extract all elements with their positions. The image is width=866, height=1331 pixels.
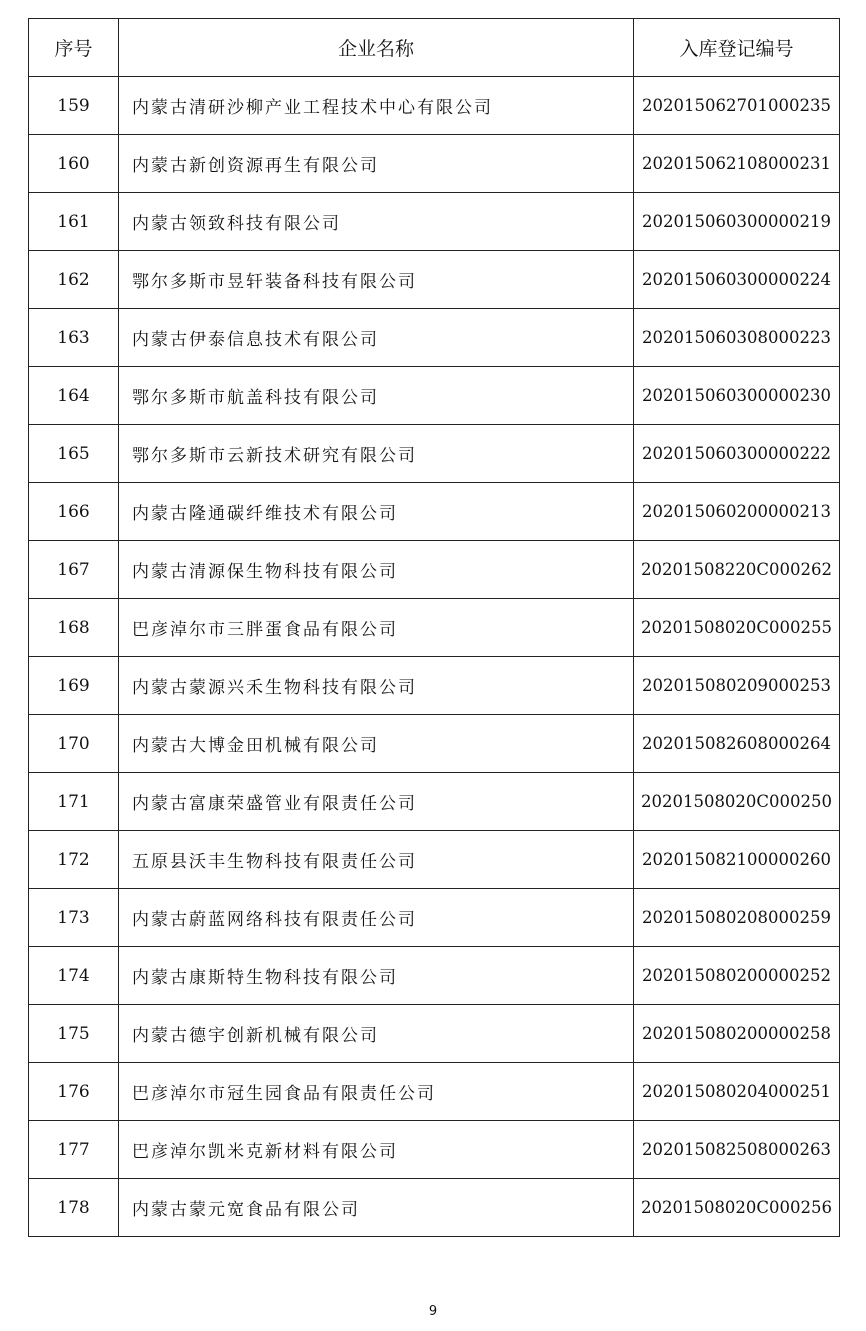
registration-number-cell: 20201508220C000262: [634, 541, 840, 599]
table-row: [29, 889, 840, 947]
enterprise-name-cell: 内蒙古蒙源兴禾生物科技有限公司: [119, 657, 634, 715]
enterprise-name-cell: 鄂尔多斯市云新技术研究有限公司: [119, 425, 634, 483]
registration-number-cell: 202015060300000219: [634, 193, 840, 251]
serial-number-cell: 170: [29, 715, 119, 773]
registration-number-cell: 202015080208000259: [634, 889, 840, 947]
registration-number-cell: 202015080200000258: [634, 1005, 840, 1063]
serial-number-cell: 167: [29, 541, 119, 599]
serial-number-cell: 178: [29, 1179, 119, 1237]
serial-number-cell: 171: [29, 773, 119, 831]
table-row: [29, 483, 840, 541]
table-row: [29, 135, 840, 193]
table-row: [29, 1121, 840, 1179]
enterprise-name-cell: 鄂尔多斯市昱轩装备科技有限公司: [119, 251, 634, 309]
registration-number-cell: 202015060200000213: [634, 483, 840, 541]
registration-number-cell: 202015060308000223: [634, 309, 840, 367]
table-row: [29, 367, 840, 425]
enterprise-name-cell: 内蒙古清源保生物科技有限公司: [119, 541, 634, 599]
table-row: [29, 831, 840, 889]
serial-number-cell: 177: [29, 1121, 119, 1179]
serial-number-cell: 159: [29, 77, 119, 135]
table-row: [29, 425, 840, 483]
registration-number-cell: 202015082608000264: [634, 715, 840, 773]
table-body: [29, 77, 840, 1237]
table-row: [29, 193, 840, 251]
enterprise-name-cell: 内蒙古德宇创新机械有限公司: [119, 1005, 634, 1063]
table-row: [29, 715, 840, 773]
registration-number-cell: 20201508020C000256: [634, 1179, 840, 1237]
registration-number-cell: 202015082100000260: [634, 831, 840, 889]
enterprise-name-cell: 巴彦淖尔市三胖蛋食品有限公司: [119, 599, 634, 657]
header-registration-number: 入库登记编号: [634, 19, 840, 77]
table-row: [29, 773, 840, 831]
registration-number-cell: 202015060300000230: [634, 367, 840, 425]
enterprise-name-cell: 内蒙古富康荣盛管业有限责任公司: [119, 773, 634, 831]
enterprise-name-cell: 巴彦淖尔凯米克新材料有限公司: [119, 1121, 634, 1179]
enterprise-name-cell: 鄂尔多斯市航盖科技有限公司: [119, 367, 634, 425]
enterprise-name-cell: 内蒙古大博金田机械有限公司: [119, 715, 634, 773]
header-serial-number: 序号: [29, 19, 119, 77]
registration-number-cell: 202015080200000252: [634, 947, 840, 1005]
registration-number-cell: 202015080209000253: [634, 657, 840, 715]
serial-number-cell: 176: [29, 1063, 119, 1121]
enterprise-name-cell: 内蒙古领致科技有限公司: [119, 193, 634, 251]
registration-number-cell: 202015080204000251: [634, 1063, 840, 1121]
header-enterprise-name: 企业名称: [119, 19, 634, 77]
enterprise-name-cell: 内蒙古清研沙柳产业工程技术中心有限公司: [119, 77, 634, 135]
serial-number-cell: 174: [29, 947, 119, 1005]
enterprise-name-cell: 内蒙古伊泰信息技术有限公司: [119, 309, 634, 367]
table-row: [29, 541, 840, 599]
serial-number-cell: 175: [29, 1005, 119, 1063]
enterprise-name-cell: 内蒙古隆通碳纤维技术有限公司: [119, 483, 634, 541]
registration-number-cell: 202015082508000263: [634, 1121, 840, 1179]
registration-number-cell: 20201508020C000255: [634, 599, 840, 657]
table-row: [29, 599, 840, 657]
enterprise-name-cell: 内蒙古蒙元宽食品有限公司: [119, 1179, 634, 1237]
enterprise-name-cell: 五原县沃丰生物科技有限责任公司: [119, 831, 634, 889]
table-row: [29, 657, 840, 715]
enterprise-name-cell: 内蒙古蔚蓝网络科技有限责任公司: [119, 889, 634, 947]
serial-number-cell: 173: [29, 889, 119, 947]
table-row: [29, 1179, 840, 1237]
enterprise-name-cell: 巴彦淖尔市冠生园食品有限责任公司: [119, 1063, 634, 1121]
enterprise-registry-table: [28, 18, 840, 1237]
registration-number-cell: 202015060300000222: [634, 425, 840, 483]
table-row: [29, 77, 840, 135]
registration-number-cell: 202015060300000224: [634, 251, 840, 309]
enterprise-name-cell: 内蒙古康斯特生物科技有限公司: [119, 947, 634, 1005]
table-row: [29, 947, 840, 1005]
table-header-row: [29, 19, 840, 77]
serial-number-cell: 168: [29, 599, 119, 657]
registration-number-cell: 20201508020C000250: [634, 773, 840, 831]
serial-number-cell: 160: [29, 135, 119, 193]
table-row: [29, 1063, 840, 1121]
serial-number-cell: 165: [29, 425, 119, 483]
serial-number-cell: 163: [29, 309, 119, 367]
enterprise-name-cell: 内蒙古新创资源再生有限公司: [119, 135, 634, 193]
page-number: 9: [428, 1304, 438, 1319]
serial-number-cell: 162: [29, 251, 119, 309]
serial-number-cell: 161: [29, 193, 119, 251]
registration-number-cell: 202015062701000235: [634, 77, 840, 135]
serial-number-cell: 164: [29, 367, 119, 425]
serial-number-cell: 169: [29, 657, 119, 715]
table-row: [29, 1005, 840, 1063]
table-row: [29, 309, 840, 367]
table-row: [29, 251, 840, 309]
serial-number-cell: 172: [29, 831, 119, 889]
serial-number-cell: 166: [29, 483, 119, 541]
registration-number-cell: 202015062108000231: [634, 135, 840, 193]
